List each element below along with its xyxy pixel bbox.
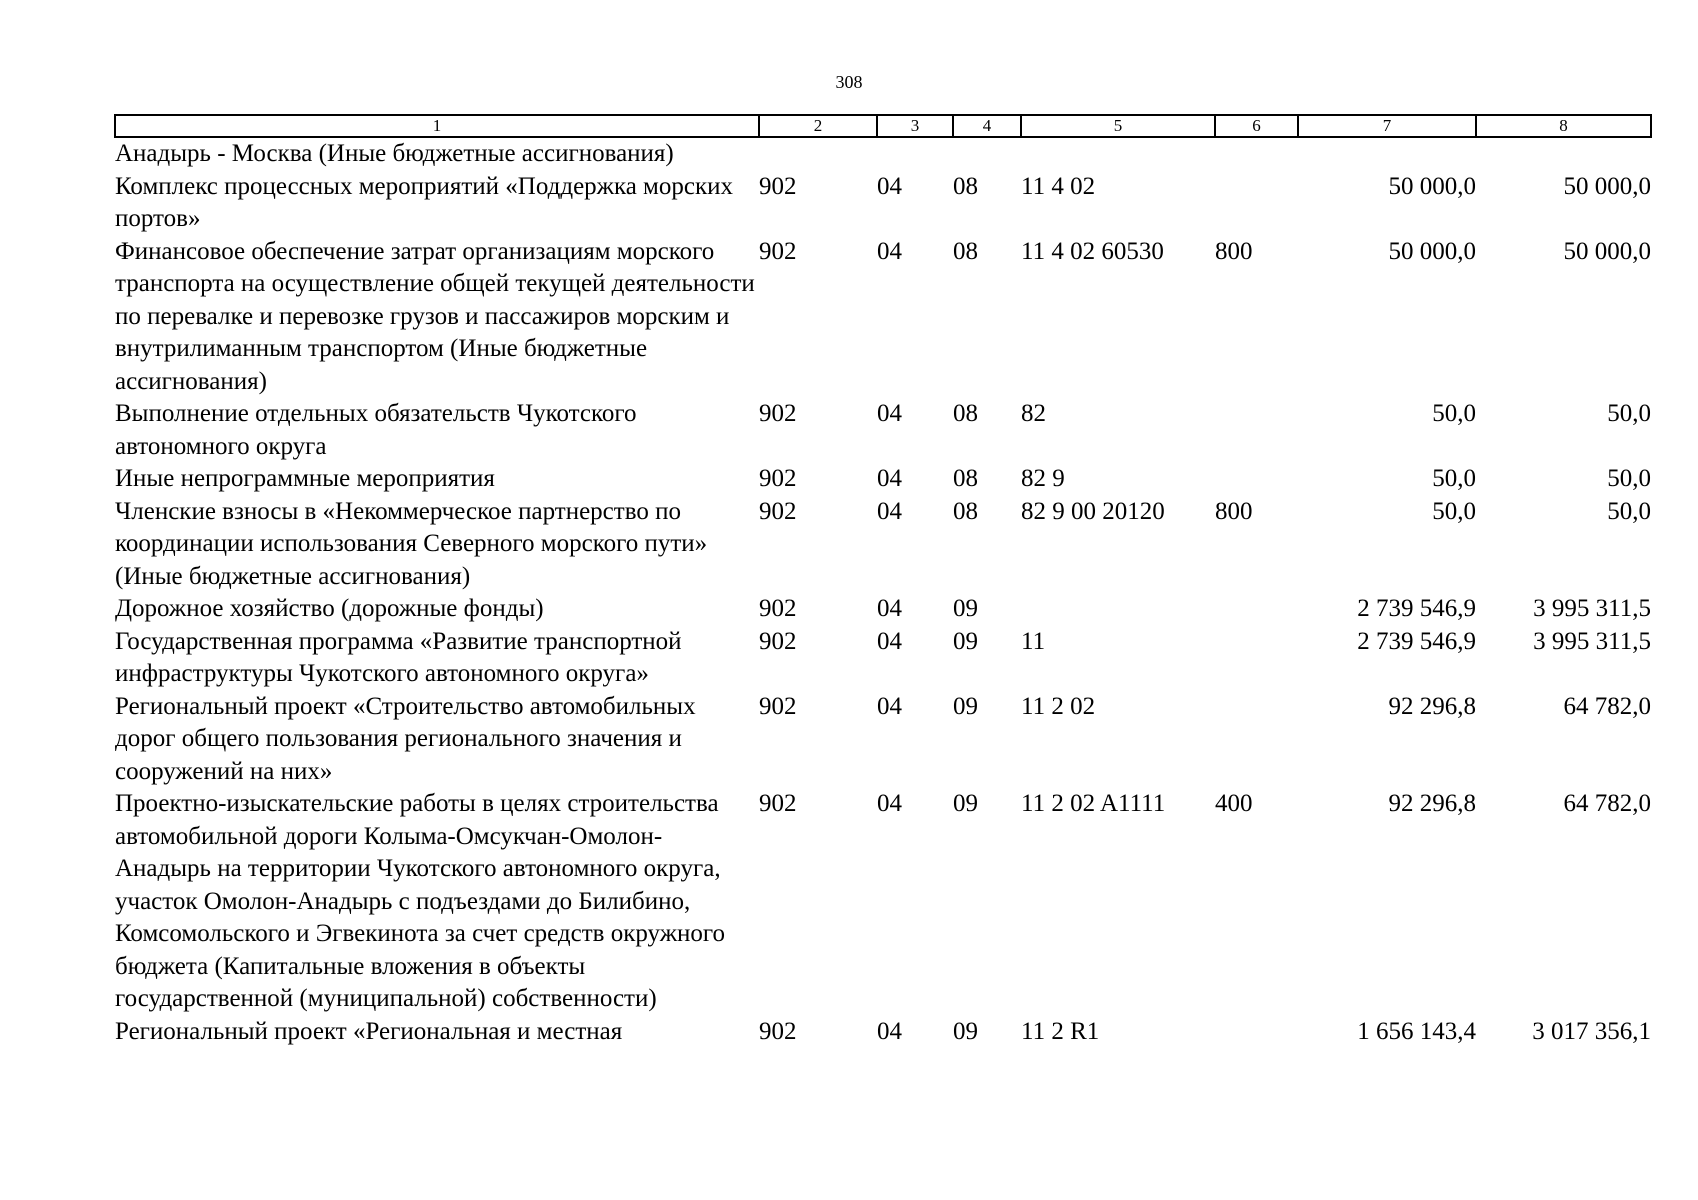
expense-type-code: 800	[1215, 237, 1253, 265]
amount-year-2: 3 995 311,5	[1533, 627, 1651, 655]
amount-year-2: 3 995 311,5	[1533, 595, 1651, 622]
table-row	[115, 593, 1651, 626]
column-header: 5	[1021, 115, 1215, 137]
column-header: 1	[115, 115, 759, 137]
ministry-code: 902	[759, 400, 797, 427]
row-name: Членские взносы в «Некоммерческое партнерство по координации использования Северного морского пути» (Иные бюджетные ассигнования)	[115, 497, 708, 590]
column-header: 8	[1476, 115, 1651, 137]
row-name: Проектно-изыскательские работы в целях строительства автомобильной дороги Колыма-Омсукчан-Омолон-Анадырь на территории Чукотского автономного округа, участок Омолон-Анадырь с подъездами до Билибино, Комсомольского и Эгвекинота за счет средств окружного бюджета (Капитальные вложения в объекты государственной (муниципальной) собственности)	[115, 790, 725, 1012]
expense-type-code	[1215, 171, 1298, 236]
amount-year-1: 50,0	[1432, 400, 1476, 427]
amount-year-1: 50 000,0	[1388, 172, 1476, 200]
target-article-code: 11 2 R1	[1021, 1017, 1100, 1045]
amount-year-2: 50,0	[1607, 465, 1651, 492]
section-code: 04	[877, 237, 902, 265]
subsection-code: 08	[953, 172, 978, 200]
section-code: 04	[877, 400, 902, 427]
section-code: 04	[877, 497, 902, 525]
subsection-code: 08	[953, 465, 978, 492]
section-code: 04	[877, 465, 902, 492]
amount-year-1: 50 000,0	[1388, 237, 1476, 265]
subsection-code: 08	[953, 497, 978, 525]
row-name: Региональный проект «Строительство автомобильных дорог общего пользования регионального значения и сооружений на них»	[115, 692, 696, 785]
target-article-code: 82 9	[1021, 465, 1065, 492]
page-number: 308	[835, 72, 863, 92]
ministry-code: 902	[759, 1017, 797, 1045]
target-article-code	[1021, 593, 1215, 626]
table-row	[115, 788, 1651, 1016]
ministry-code	[759, 137, 877, 171]
subsection-code: 09	[953, 595, 978, 622]
target-article-code: 82 9 00 20120	[1021, 497, 1165, 525]
subsection-code: 09	[953, 790, 978, 817]
target-article-code: 11 4 02	[1021, 172, 1096, 200]
section-code: 04	[877, 790, 902, 817]
table-row	[115, 137, 1651, 171]
section-code: 04	[877, 172, 902, 200]
ministry-code: 902	[759, 497, 797, 525]
amount-year-2: 64 782,0	[1563, 692, 1651, 720]
ministry-code: 902	[759, 790, 797, 817]
column-header: 6	[1215, 115, 1298, 137]
section-code: 04	[877, 595, 902, 622]
expense-type-code: 800	[1215, 497, 1253, 525]
section-code	[877, 137, 953, 171]
subsection-code: 08	[953, 237, 978, 265]
row-name: Государственная программа «Развитие транспортной инфраструктуры Чукотского автономного округа»	[115, 627, 682, 687]
amount-year-2: 3 017 356,1	[1532, 1017, 1651, 1045]
row-name: Анадырь - Москва (Иные бюджетные ассигнования)	[115, 140, 674, 167]
ministry-code: 902	[759, 627, 797, 655]
expense-type-code	[1215, 463, 1298, 496]
expense-type-code	[1215, 137, 1298, 171]
amount-year-1: 1 656 143,4	[1357, 1017, 1476, 1045]
row-name: Региональный проект «Региональная и местная	[115, 1017, 623, 1045]
ministry-code: 902	[759, 237, 797, 265]
section-code: 04	[877, 627, 902, 655]
amount-year-2: 50,0	[1607, 400, 1651, 427]
table-row	[115, 496, 1651, 594]
target-article-code: 82	[1021, 400, 1046, 427]
column-header: 3	[877, 115, 953, 137]
table-row	[115, 691, 1651, 789]
amount-year-2: 64 782,0	[1563, 790, 1651, 817]
subsection-code: 09	[953, 1017, 978, 1045]
subsection-code: 08	[953, 400, 978, 427]
ministry-code: 902	[759, 465, 797, 492]
target-article-code	[1021, 137, 1215, 171]
ministry-code: 902	[759, 692, 797, 720]
target-article-code: 11 2 02 A1111	[1021, 790, 1166, 817]
table-row	[115, 236, 1651, 399]
section-code: 04	[877, 692, 902, 720]
column-number-header	[115, 115, 1651, 137]
table-row	[115, 171, 1651, 236]
subsection-code: 09	[953, 627, 978, 655]
ministry-code: 902	[759, 595, 797, 622]
target-article-code: 11 4 02 60530	[1021, 237, 1164, 265]
amount-year-1: 2 739 546,9	[1357, 595, 1476, 622]
subsection-code	[953, 137, 1021, 171]
expense-type-code: 400	[1215, 790, 1253, 817]
amount-year-2: 50 000,0	[1563, 172, 1651, 200]
row-name: Иные непрограммные мероприятия	[115, 465, 495, 492]
amount-year-1: 92 296,8	[1388, 692, 1476, 720]
table-row	[115, 463, 1651, 496]
target-article-code: 11	[1021, 627, 1046, 655]
expense-type-code	[1215, 691, 1298, 789]
table-row	[115, 1016, 1651, 1049]
amount-year-2: 50 000,0	[1563, 237, 1651, 265]
amount-year-2	[1476, 137, 1651, 171]
row-name: Финансовое обеспечение затрат организациям морского транспорта на осуществление общей текущей деятельности по перевалке и перевозке грузов и пассажиров морским и внутрилиманным транспортом (Иные бюджетные ассигнования)	[115, 237, 755, 395]
row-name: Выполнение отдельных обязательств Чукотского автономного округа	[115, 400, 637, 460]
amount-year-1: 50,0	[1432, 497, 1476, 525]
expense-type-code	[1215, 1016, 1298, 1049]
budget-table	[114, 114, 1652, 1048]
table-row	[115, 626, 1651, 691]
expense-type-code	[1215, 398, 1298, 463]
amount-year-1	[1298, 137, 1476, 171]
column-header: 4	[953, 115, 1021, 137]
table-row	[115, 398, 1651, 463]
amount-year-1: 50,0	[1432, 465, 1476, 492]
expense-type-code	[1215, 626, 1298, 691]
column-header: 2	[759, 115, 877, 137]
target-article-code: 11 2 02	[1021, 692, 1096, 720]
column-header: 7	[1298, 115, 1476, 137]
section-code: 04	[877, 1017, 902, 1045]
row-name: Комплекс процессных мероприятий «Поддержка морских портов»	[115, 172, 733, 232]
amount-year-1: 92 296,8	[1388, 790, 1476, 817]
expense-type-code	[1215, 593, 1298, 626]
subsection-code: 09	[953, 692, 978, 720]
ministry-code: 902	[759, 172, 797, 200]
amount-year-1: 2 739 546,9	[1357, 627, 1476, 655]
row-name: Дорожное хозяйство (дорожные фонды)	[115, 595, 544, 622]
amount-year-2: 50,0	[1607, 497, 1651, 525]
